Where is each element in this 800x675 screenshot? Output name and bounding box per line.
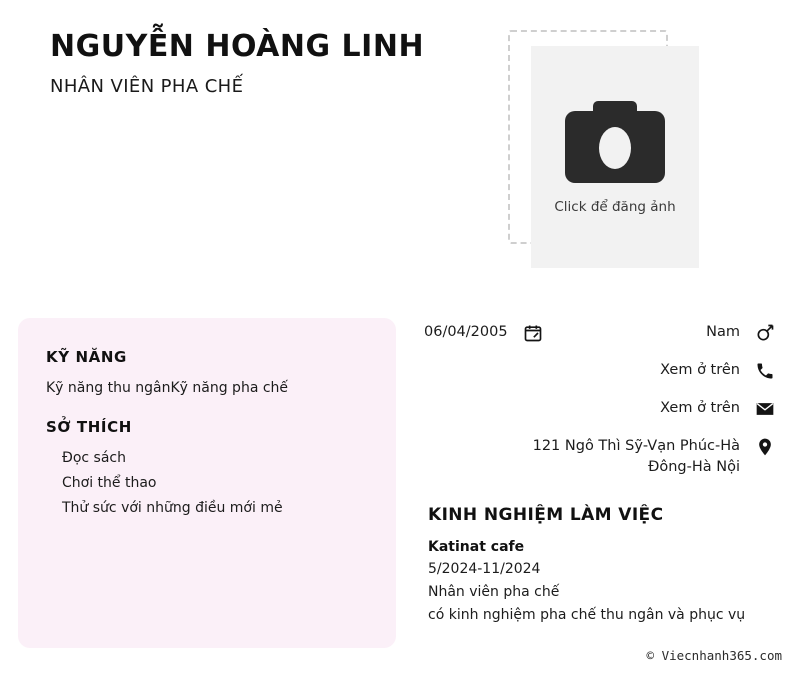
gender-value: Nam bbox=[706, 324, 740, 341]
hobbies-heading: SỞ THÍCH bbox=[46, 418, 132, 436]
phone-icon bbox=[754, 360, 776, 382]
info-row-birthday-gender bbox=[424, 322, 776, 344]
address-value bbox=[533, 436, 740, 478]
email-field[interactable] bbox=[424, 398, 776, 420]
calendar-icon bbox=[522, 322, 544, 344]
mail-icon bbox=[754, 398, 776, 420]
address-line-1: 121 Ngô Thì Sỹ-Vạn Phúc-Hà bbox=[532, 438, 740, 454]
cv-header bbox=[50, 28, 470, 97]
experience-description: có kinh nghiệm pha chế thu ngân và phục vụ bbox=[428, 607, 746, 623]
hobbies-list bbox=[46, 450, 368, 516]
birthday-value: 06/04/2005 bbox=[424, 324, 508, 341]
contact-info bbox=[424, 322, 776, 494]
experience-role: Nhân viên pha chế bbox=[428, 584, 560, 600]
list-item: Đọc sách bbox=[62, 450, 127, 466]
birthday-field[interactable] bbox=[424, 322, 544, 344]
phone-value: Xem ở trên bbox=[660, 362, 740, 378]
address-field[interactable] bbox=[424, 436, 776, 478]
footer-credit: © Viecnhanh365.com bbox=[646, 648, 782, 663]
email-value: Xem ở trên bbox=[660, 400, 740, 416]
skills-heading: KỸ NĂNG bbox=[46, 348, 127, 366]
experience-company: Katinat cafe bbox=[428, 539, 525, 555]
photo-upload-button[interactable] bbox=[531, 46, 699, 268]
experience-period: 5/2024-11/2024 bbox=[428, 561, 541, 577]
gender-field[interactable] bbox=[706, 322, 776, 344]
gender-icon bbox=[754, 322, 776, 344]
experience-section bbox=[428, 505, 778, 628]
page-title: NGUYỄN HOÀNG LINH bbox=[50, 29, 425, 64]
location-pin-icon bbox=[754, 436, 776, 458]
job-title: NHÂN VIÊN PHA CHẾ bbox=[50, 75, 244, 97]
photo-upload-label: Click để đăng ảnh bbox=[554, 199, 676, 215]
list-item: Thử sức với những điều mới mẻ bbox=[62, 500, 283, 516]
experience-heading: KINH NGHIỆM LÀM VIỆC bbox=[428, 505, 664, 525]
camera-icon bbox=[565, 99, 665, 183]
list-item: Chơi thể thao bbox=[62, 475, 157, 491]
phone-field[interactable] bbox=[424, 360, 776, 382]
address-line-2: Đông-Hà Nội bbox=[648, 459, 740, 476]
skills-hobbies-panel bbox=[18, 318, 396, 648]
skills-text: Kỹ năng thu ngânKỹ năng pha chế bbox=[46, 380, 289, 396]
